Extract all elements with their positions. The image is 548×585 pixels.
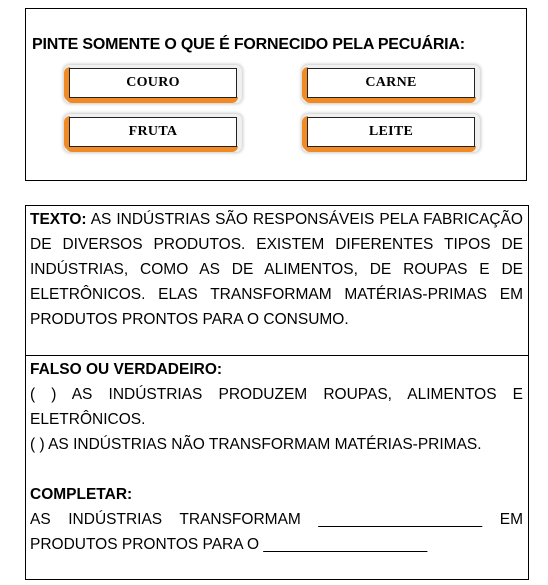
true-false-title: FALSO OU VERDADEIRO:: [30, 361, 223, 378]
industry-worksheet-box: [25, 205, 529, 580]
option-leite-label: LEITE: [307, 117, 475, 147]
option-couro[interactable]: [64, 65, 242, 103]
true-false-item-2[interactable]: ( ) AS INDÚSTRIAS NÃO TRANSFORMAM MATÉRIAS-PRIMAS.: [30, 436, 482, 453]
reading-label: TEXTO:: [30, 211, 87, 228]
reading-text: TEXTO: AS INDÚSTRIAS SÃO RESPONSÁVEIS PELA FABRICAÇÃO DE DIVERSOS PRODUTOS. EXISTEM DIFERENTES TIPOS DE INDÚSTRIAS, COMO AS DE ALIMENTOS, DE ROUPAS E DE ELETRÔNICOS. ELAS TRANSFORMAM MATÉRIAS-PRIMAS EM PRODUTOS PRONTOS PARA O CONSUMO.: [30, 211, 523, 328]
livestock-instruction: PINTE SOMENTE O QUE É FORNECIDO PELA PECUÁRIA:: [32, 36, 465, 53]
true-false-item-1[interactable]: ( ) AS INDÚSTRIAS PRODUZEM ROUPAS, ALIMENTOS E ELETRÔNICOS.: [30, 386, 523, 428]
option-carne[interactable]: [302, 65, 480, 103]
livestock-exercise-box: [25, 8, 527, 181]
option-couro-label: COURO: [69, 68, 237, 98]
option-carne-label: CARNE: [307, 68, 475, 98]
option-fruta[interactable]: [64, 114, 242, 152]
section-divider: [26, 355, 528, 356]
option-leite[interactable]: [302, 114, 480, 152]
complete-title: COMPLETAR:: [30, 486, 133, 503]
option-fruta-label: FRUTA: [69, 117, 237, 147]
complete-sentence[interactable]: AS INDÚSTRIAS TRANSFORMAM ___________________ EM PRODUTOS PRONTOS PARA O ___________________: [30, 511, 523, 553]
